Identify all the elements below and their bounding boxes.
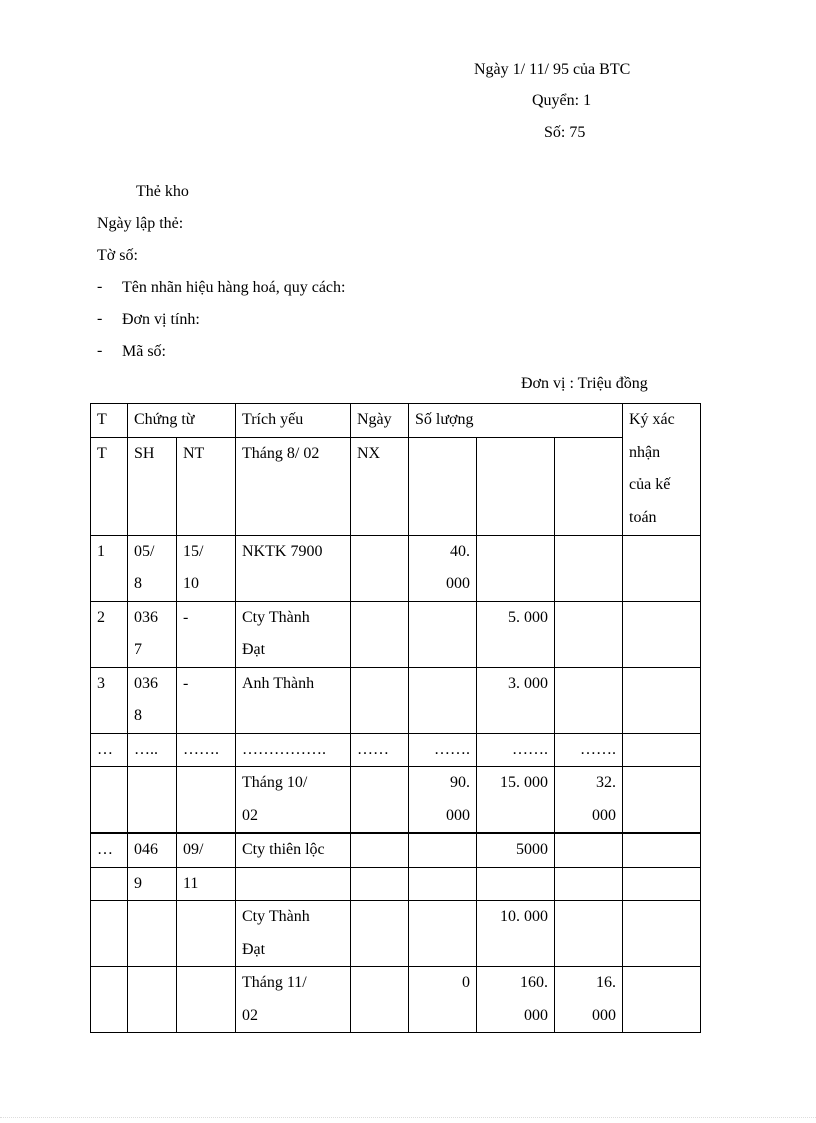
form-title: Thẻ kho [136, 183, 189, 200]
summary-cell [236, 901, 351, 967]
qty-out-cell [477, 867, 555, 901]
tt-cell [91, 901, 128, 967]
qty-out-cell [477, 535, 555, 601]
nt-cell [177, 901, 236, 967]
qty-out-cell: 3. 000 [477, 667, 555, 733]
summary-cell [236, 767, 351, 834]
tt-cell: 1 [91, 535, 128, 601]
sh-l1: 036 [134, 674, 158, 692]
qty-balance-l2: 000 [592, 1006, 616, 1024]
table-row [91, 901, 701, 967]
qty-in-cell [409, 535, 477, 601]
qty-out-cell [477, 967, 555, 1033]
qty-in-l1: 40. [450, 542, 470, 560]
qty-balance-cell [555, 667, 623, 733]
summary-cell [236, 867, 351, 901]
qty-balance-cell [555, 867, 623, 901]
sheet-number-label: Tờ số: [97, 247, 138, 264]
tt-cell [91, 967, 128, 1033]
summary-cell [236, 967, 351, 1033]
sign-cell [623, 901, 701, 967]
table-row [91, 667, 701, 733]
goods-spec-label: Tên nhãn hiệu hàng hoá, quy cách: [122, 279, 346, 296]
tt-cell [91, 767, 128, 834]
sh-cell [128, 667, 177, 733]
qty-in-cell [409, 901, 477, 967]
date-header: Ngày [351, 404, 409, 438]
sh-cell [128, 901, 177, 967]
nt-l1: 15/ [183, 542, 204, 560]
summary-cell [236, 601, 351, 667]
summary-sub-header: Tháng 8/ 02 [236, 437, 351, 535]
qty-in-l1: 90. [450, 774, 470, 791]
table-row [91, 833, 701, 867]
nx-cell [351, 667, 409, 733]
qty-out-cell: 5. 000 [477, 601, 555, 667]
nt-cell: - [177, 667, 236, 733]
summary-l1: NKTK 7900 [242, 542, 323, 560]
sign-cell [623, 667, 701, 733]
sh-cell: 046 [128, 833, 177, 867]
nt-cell: 09/ [177, 833, 236, 867]
date-header-2: NX [351, 437, 409, 535]
sh-cell: 9 [128, 867, 177, 901]
tt-header-2: T [91, 437, 128, 535]
nx-cell [351, 967, 409, 1033]
tt-cell: 2 [91, 601, 128, 667]
unit-of-measure-label: Đơn vị tính: [122, 311, 200, 328]
sh-l2: 7 [134, 641, 142, 658]
header-row [91, 437, 701, 535]
sign-cell [623, 967, 701, 1033]
sh-l1: 05/ [134, 542, 155, 560]
ellipsis-row [91, 733, 701, 767]
tt-cell [91, 867, 128, 901]
bullet: - [97, 310, 103, 327]
sign-cell [623, 767, 701, 834]
dots-cell: ……. [409, 733, 477, 767]
quantity-header: Số lượng [409, 404, 623, 438]
summary-l2: Đạt [242, 641, 266, 658]
dots-cell: ……. [555, 733, 623, 767]
qty-balance-l1: 16. [596, 974, 616, 991]
dots-cell: … [91, 733, 128, 767]
dots-cell: ……. [177, 733, 236, 767]
table-row [91, 535, 701, 601]
currency-unit: Đơn vị : Triệu đồng [521, 375, 648, 392]
qty-in-cell [409, 667, 477, 733]
sh-cell [128, 535, 177, 601]
qty-balance-cell [555, 601, 623, 667]
sign-cell [623, 601, 701, 667]
qty-out-cell: 10. 000 [477, 901, 555, 967]
qty-in-l2: 000 [446, 806, 470, 824]
sign-header-l4: toán [629, 508, 657, 526]
qty-balance-cell [555, 767, 623, 834]
qty-out-l2: 000 [524, 1006, 548, 1024]
sh-l2: 8 [134, 575, 142, 592]
qty-balance-cell [555, 535, 623, 601]
quantity-out-header [477, 437, 555, 535]
summary-l1: Cty Thành [242, 908, 310, 925]
page-bottom-rule [0, 1117, 816, 1118]
dots-cell [623, 733, 701, 767]
bullet: - [97, 342, 103, 359]
sign-cell [623, 867, 701, 901]
sh-cell [128, 967, 177, 1033]
qty-in-l2: 000 [446, 575, 470, 592]
table-row [91, 767, 701, 834]
regulation-date: Ngày 1/ 11/ 95 của BTC [474, 61, 631, 78]
qty-in-cell [409, 833, 477, 867]
nt-l2: 10 [183, 575, 199, 592]
summary-l2: Đạt [242, 940, 266, 958]
code-label: Mã số: [122, 343, 166, 360]
table-row [91, 867, 701, 901]
voucher-header: Chứng từ [128, 404, 236, 438]
table-row [91, 967, 701, 1033]
nt-cell [177, 967, 236, 1033]
summary-l1: Cty Thành [242, 608, 310, 626]
quantity-balance-header [555, 437, 623, 535]
qty-balance-cell [555, 901, 623, 967]
nx-cell [351, 535, 409, 601]
sign-cell [623, 833, 701, 867]
summary-cell: Anh Thành [236, 667, 351, 733]
summary-cell: Cty thiên lộc [236, 833, 351, 867]
qty-in-cell [409, 867, 477, 901]
sh-header: SH [128, 437, 177, 535]
qty-out-cell: 5000 [477, 833, 555, 867]
nx-cell [351, 601, 409, 667]
summary-l2: 02 [242, 1006, 258, 1024]
sh-l2: 8 [134, 707, 142, 724]
summary-l1: Tháng 11/ [242, 974, 307, 991]
qty-balance-l2: 000 [592, 806, 616, 824]
table-row [91, 601, 701, 667]
tt-cell: … [91, 833, 128, 867]
qty-in-cell: 0 [409, 967, 477, 1033]
nx-cell [351, 833, 409, 867]
sh-cell [128, 601, 177, 667]
tt-header: T [91, 404, 128, 438]
sh-cell [128, 767, 177, 834]
summary-cell [236, 535, 351, 601]
volume-number: Quyển: 1 [532, 92, 592, 109]
document-number: Số: 75 [544, 124, 586, 141]
summary-l2: 02 [242, 806, 258, 824]
stock-card-table [90, 403, 701, 1033]
sh-l1: 036 [134, 608, 158, 626]
nt-cell [177, 535, 236, 601]
nt-cell: 11 [177, 867, 236, 901]
date-created-label: Ngày lập thẻ: [97, 215, 184, 232]
nx-cell [351, 901, 409, 967]
qty-out-cell: 15. 000 [477, 767, 555, 834]
sign-header-l2: nhận [629, 443, 661, 461]
dots-cell: ……………. [236, 733, 351, 767]
accountant-sign-header [623, 404, 701, 536]
qty-balance-cell [555, 833, 623, 867]
header-row [91, 404, 701, 438]
qty-in-cell [409, 767, 477, 834]
quantity-in-header [409, 437, 477, 535]
sign-header-l3: của kế [629, 476, 671, 493]
qty-balance-cell [555, 967, 623, 1033]
bullet: - [97, 278, 103, 295]
sign-header-l1: Ký xác [629, 411, 675, 428]
qty-in-cell [409, 601, 477, 667]
sign-cell [623, 535, 701, 601]
nt-header: NT [177, 437, 236, 535]
dots-cell: ……. [477, 733, 555, 767]
summary-l1: Tháng 10/ [242, 774, 308, 791]
nx-cell [351, 767, 409, 834]
nx-cell [351, 867, 409, 901]
tt-cell: 3 [91, 667, 128, 733]
qty-balance-l1: 32. [596, 774, 616, 791]
qty-out-l1: 160. [520, 974, 548, 991]
dots-cell: …… [351, 733, 409, 767]
nt-cell [177, 767, 236, 834]
dots-cell: ….. [128, 733, 177, 767]
summary-header: Trích yếu [236, 404, 351, 438]
nt-cell: - [177, 601, 236, 667]
